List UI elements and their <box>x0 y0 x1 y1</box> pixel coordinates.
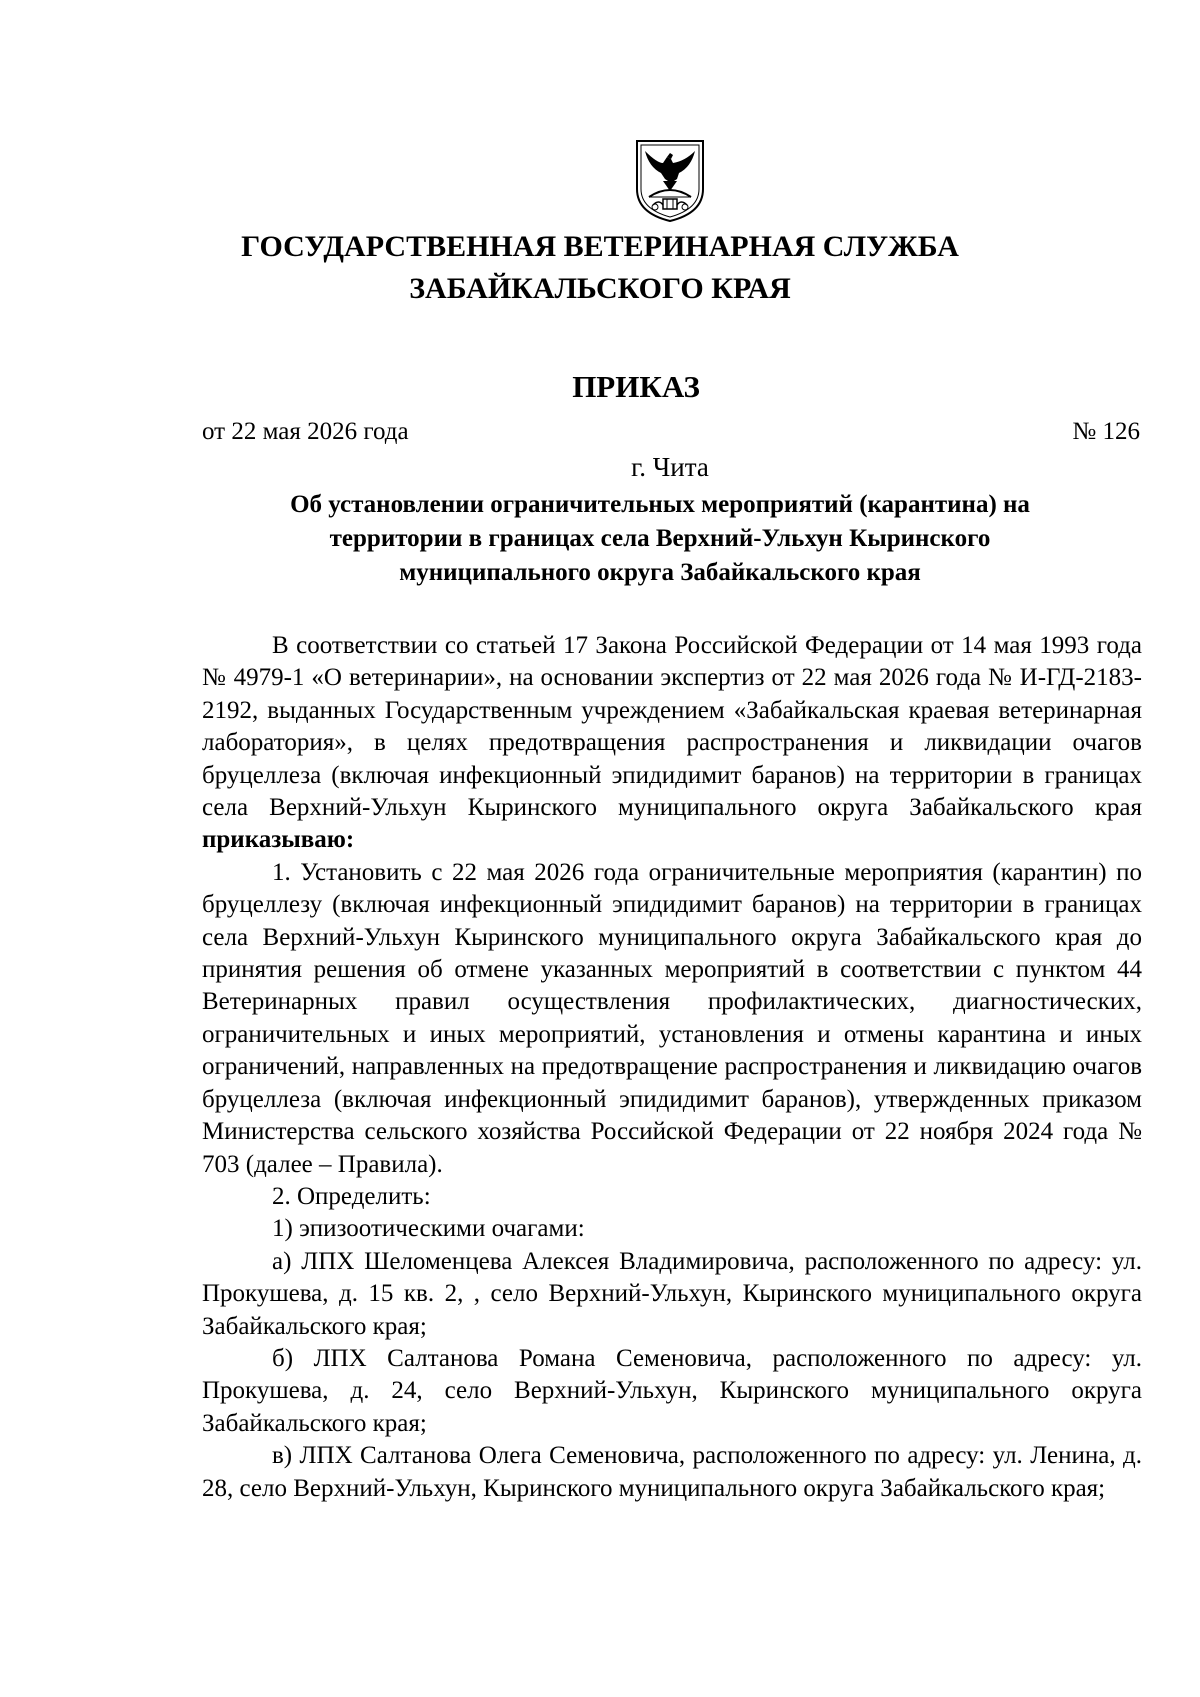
order-subject <box>220 488 1100 590</box>
order-date: от 22 мая 2026 года <box>202 418 409 445</box>
item-2-1-c-paragraph: в) ЛПХ Салтанова Олега Семеновича, расположенного по адресу: ул. Ленина, д. 28, село Верхний-Ульхун, Кыринского муниципального округа Забайкальского края; <box>202 1442 1142 1502</box>
agency-name-line1: ГОСУДАРСТВЕННАЯ ВЕТЕРИНАРНАЯ СЛУЖБА <box>241 230 959 263</box>
item-2-1-a-paragraph: а) ЛПХ Шеломенцева Алексея Владимировича, расположенного по адресу: ул. Прокушева, д. 15 кв. 2, , село Верхний-Ульхун, Кыринского муниципального округа Забайкальского края; <box>202 1247 1142 1340</box>
item-2-1-b-paragraph: б) ЛПХ Салтанова Романа Семеновича, расположенного по адресу: ул. Прокушева, д. 24, село Верхний-Ульхун, Кыринского муниципального округа Забайкальского края; <box>202 1344 1142 1437</box>
order-city: г. Чита <box>631 452 709 482</box>
item-2-paragraph: 2. Определить: <box>272 1182 431 1210</box>
agency-name-line2: ЗАБАЙКАЛЬСКОГО КРАЯ <box>409 272 791 305</box>
preamble-emphasis: приказываю: <box>202 826 355 854</box>
item-1-paragraph: 1. Установить с 22 мая 2026 года ограничительные мероприятия (карантин) по бруцеллезу (включая инфекционный эпидидимит баранов) на территории в границах села Верхний-Ульхун Кыринского муниципального округа Забайкальского края до принятия решения об отмене указанных мероприятий в соответствии с пунктом 44 Ветеринарных правил осуществления профилактических, диагностических, ограничительных и иных мероприятий, установления и отмены карантина и иных ограничений, направленных на предотвращение распространения и ликвидацию очагов бруцеллеза (включая инфекционный эпидидимит баранов), утвержденных приказом Министерства сельского хозяйства Российской Федерации от 22 ноября 2024 года № 703 (далее – Правила). <box>202 858 1142 1178</box>
preamble-paragraph <box>202 630 1142 857</box>
item-2-1-paragraph: 1) эпизоотическими очагами: <box>272 1215 585 1243</box>
order-number: № 126 <box>1072 418 1140 445</box>
order-body <box>202 630 1142 1505</box>
agency-name <box>150 226 1050 310</box>
document-type-title: ПРИКАЗ <box>572 369 700 404</box>
order-subject-line2: территории в границах села Верхний-Ульхун Кыринского <box>329 525 991 552</box>
regional-coat-of-arms-icon <box>633 137 707 223</box>
order-subject-line1: Об установлении ограничительных мероприятий (карантина) на <box>290 491 1030 518</box>
preamble-text: В соответствии со статьей 17 Закона Российской Федерации от 14 мая 1993 года № 4979-1 «О ветеринарии», на основании экспертиз от 22 мая 2026 года № И-ГД-2183-2192, выданных Государственным учреждением «Забайкальская краевая ветеринарная лаборатория», в целях предотвращения распространения и ликвидации очагов бруцеллеза (включая инфекционный эпидидимит баранов) на территории в границах села Верхний-Ульхун Кыринского муниципального округа Забайкальского края <box>202 632 1142 822</box>
order-subject-line3: муниципального округа Забайкальского края <box>399 559 921 586</box>
